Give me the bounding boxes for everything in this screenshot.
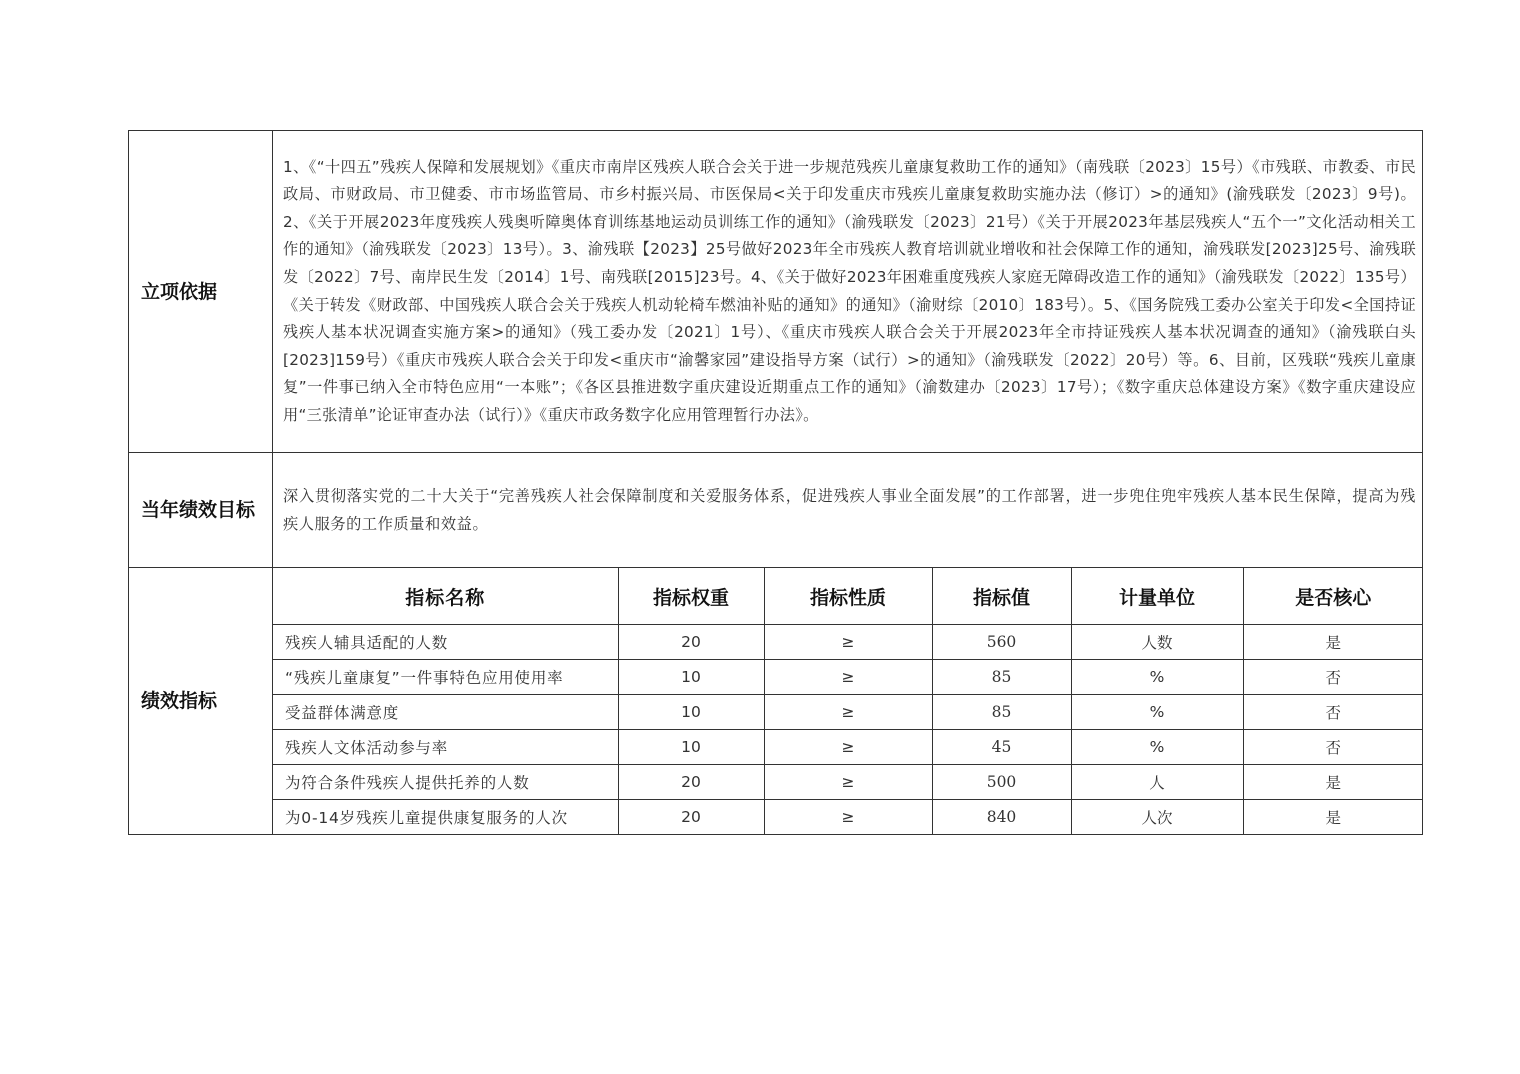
indicator-is-core: 是 bbox=[1243, 765, 1423, 800]
header-indicator-nature: 指标性质 bbox=[764, 568, 932, 625]
indicator-unit: % bbox=[1071, 695, 1243, 730]
indicator-value: 85 bbox=[932, 660, 1071, 695]
table-row bbox=[273, 800, 1423, 835]
header-indicator-value: 指标值 bbox=[932, 568, 1071, 625]
basis-row bbox=[129, 131, 1423, 453]
indicator-weight: 10 bbox=[618, 695, 764, 730]
indicator-unit: 人数 bbox=[1071, 625, 1243, 660]
header-indicator-name: 指标名称 bbox=[273, 568, 618, 625]
indicator-is-core: 是 bbox=[1243, 800, 1423, 835]
indicator-weight: 10 bbox=[618, 660, 764, 695]
indicator-nature: ≥ bbox=[764, 695, 932, 730]
indicator-nature: ≥ bbox=[764, 625, 932, 660]
indicators-table bbox=[273, 568, 1423, 834]
table-row bbox=[273, 730, 1423, 765]
indicator-is-core: 否 bbox=[1243, 730, 1423, 765]
indicator-name: 受益群体满意度 bbox=[273, 695, 618, 730]
basis-label: 立项依据 bbox=[129, 131, 273, 453]
indicators-label: 绩效指标 bbox=[129, 568, 273, 835]
table-row bbox=[273, 625, 1423, 660]
indicator-value: 45 bbox=[932, 730, 1071, 765]
table-row bbox=[273, 695, 1423, 730]
indicator-name: 为符合条件残疾人提供托养的人数 bbox=[273, 765, 618, 800]
table-row bbox=[273, 660, 1423, 695]
indicator-unit: % bbox=[1071, 660, 1243, 695]
indicator-nature: ≥ bbox=[764, 730, 932, 765]
indicator-unit: 人 bbox=[1071, 765, 1243, 800]
indicator-name: 残疾人文体活动参与率 bbox=[273, 730, 618, 765]
header-is-core: 是否核心 bbox=[1243, 568, 1423, 625]
indicator-value: 500 bbox=[932, 765, 1071, 800]
indicator-weight: 10 bbox=[618, 730, 764, 765]
goal-text: 深入贯彻落实党的二十大关于“完善残疾人社会保障制度和关爱服务体系，促进残疾人事业全面发展”的工作部署，进一步兜住兜牢残疾人基本民生保障，提高为残疾人服务的工作质量和效益。 bbox=[273, 453, 1423, 568]
indicator-weight: 20 bbox=[618, 625, 764, 660]
table-row bbox=[273, 765, 1423, 800]
header-unit: 计量单位 bbox=[1071, 568, 1243, 625]
performance-table bbox=[128, 130, 1423, 835]
indicators-cell bbox=[273, 568, 1423, 835]
indicators-row bbox=[129, 568, 1423, 835]
indicator-name: 为0-14岁残疾儿童提供康复服务的人次 bbox=[273, 800, 618, 835]
indicator-is-core: 是 bbox=[1243, 625, 1423, 660]
header-indicator-weight: 指标权重 bbox=[618, 568, 764, 625]
indicator-value: 85 bbox=[932, 695, 1071, 730]
indicator-value: 560 bbox=[932, 625, 1071, 660]
indicator-nature: ≥ bbox=[764, 765, 932, 800]
indicator-name: “残疾儿童康复”一件事特色应用使用率 bbox=[273, 660, 618, 695]
indicators-header-row bbox=[273, 568, 1423, 625]
indicator-unit: 人次 bbox=[1071, 800, 1243, 835]
indicator-weight: 20 bbox=[618, 765, 764, 800]
goal-label: 当年绩效目标 bbox=[129, 453, 273, 568]
indicator-nature: ≥ bbox=[764, 660, 932, 695]
indicator-nature: ≥ bbox=[764, 800, 932, 835]
indicator-weight: 20 bbox=[618, 800, 764, 835]
goal-row bbox=[129, 453, 1423, 568]
indicator-is-core: 否 bbox=[1243, 695, 1423, 730]
indicator-unit: % bbox=[1071, 730, 1243, 765]
indicator-name: 残疾人辅具适配的人数 bbox=[273, 625, 618, 660]
basis-text: 1、《“十四五”残疾人保障和发展规划》《重庆市南岸区残疾人联合会关于进一步规范残疾儿童康复救助工作的通知》（南残联〔2023〕15号）《市残联、市教委、市民政局、市财政局、市卫健委、市市场监管局、市乡村振兴局、市医保局<关于印发重庆市残疾儿童康复救助实施办法（修订）>的通知》(渝残联发〔2023〕9号)。2、《关于开展2023年度残疾人残奥听障奥体育训练基地运动员训练工作的通知》（渝残联发〔2023〕21号）《关于开展2023年基层残疾人“五个一”文化活动相关工作的通知》（渝残联发〔2023〕13号）。3、渝残联【2023】25号做好2023年全市残疾人教育培训就业增收和社会保障工作的通知，渝残联发[2023]25号、渝残联发〔2022〕7号、南岸民生发〔2014〕1号、南残联[2015]23号。4、《关于做好2023年困难重度残疾人家庭无障碍改造工作的通知》（渝残联发〔2022〕135号）《关于转发《财政部、中国残疾人联合会关于残疾人机动轮椅车燃油补贴的通知》的通知》（渝财综〔2010〕183号）。5、《国务院残工委办公室关于印发<全国持证残疾人基本状况调查实施方案>的通知》（残工委办发〔2021〕1号）、《重庆市残疾人联合会关于开展2023年全市持证残疾人基本状况调查的通知》（渝残联白头[2023]159号）《重庆市残疾人联合会关于印发<重庆市“渝馨家园”建设指导方案（试行）>的通知》（渝残联发〔2022〕20号）等。6、目前，区残联“残疾儿童康复”一件事已纳入全市特色应用“一本账”；《各区县推进数字重庆建设近期重点工作的通知》（渝数建办〔2023〕17号）；《数字重庆总体建设方案》《数字重庆建设应用“三张清单”论证审查办法（试行）》《重庆市政务数字化应用管理暂行办法》。 bbox=[273, 131, 1423, 453]
indicator-is-core: 否 bbox=[1243, 660, 1423, 695]
indicator-value: 840 bbox=[932, 800, 1071, 835]
